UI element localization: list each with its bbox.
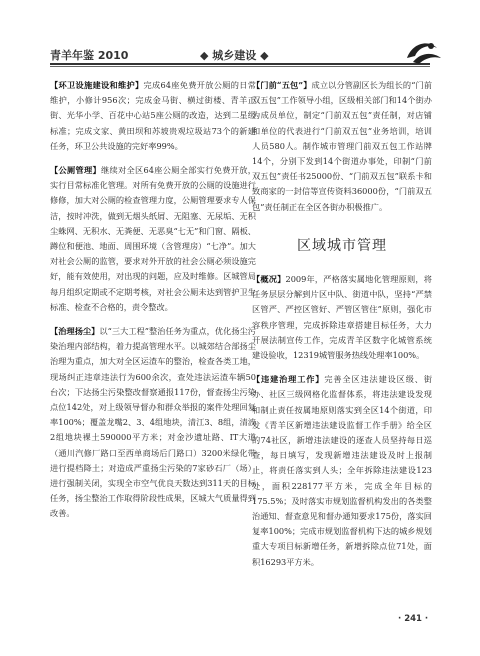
article-body: 以“三大工程”整治任务为重点，优化扬尘污染治理内部结构，着力提高管理水平。以城郊结合部扬尘治理为重点，加大对全区运渣车的整治，检查各类工地，现场纠正违章违法行为600余次，查处违法运渣车辆50台次；下达扬尘污染整改督察通报117份，督查扬尘污染点位142处，对上级领导督办和群众举报的案件处理回复率100%；覆盖龙嘴2、3、4组地块，清江3、8组，清波2组地块裸土590000平方米；对金沙遗址路、IT大道（通川汽修厂路口至西单商场后门路口）3200米绿化带进行提档降土；对造成严重扬尘污染的7家砂石厂（场）进行强制关闭，实现全市空气优良天数达到311天的目标任务，扬尘整治工作取得阶段性成果，区城大气质量得到改善。 xyxy=(50,326,256,519)
article-tag: 【违建治理工作】 xyxy=(252,374,325,385)
article-body: 完善全区违法建设区级、街办、社区三级网格化监督体系，将违法建设发现和制止责任按属地原则落实到全区14个街道，印发《青羊区新增违法建设监督工作手册》给全区的74社区，新增违法建设的逐查人员坚持每日巡查，每日填写，发现新增违法建设及时上报制止，将责任落实到人头；全年拆除违法建设123处，面积228177平方米，完成全年目标的175.5%；及时落实市规划监督机构发出的各类整治通知、督查意见和督办通知要求175份，落实回复率100%；完成市规划监督机构下达的城乡规划重大专项目标新增任务，新增拆除点位71处，面积16293平方米。 xyxy=(252,374,432,567)
running-title: 青羊年鉴 2010 xyxy=(50,49,129,62)
left-column xyxy=(50,78,256,531)
page-header xyxy=(0,0,480,75)
article-tag: 【概况】 xyxy=(252,274,286,285)
article-body: 继续对全区64座公厕全部实行免费开放，实行目常标准化管理。对所有免费开放的公厕的设施进行修修，加大对公厕的检查管理力度，公厕管理要求专人保洁，按时冲洗，做到无烟头纸屑、无阻塞、无尿垢、无积尘蛛网、无积水、无粪便、无恶臭“七无”和门窗、隔板、蹲位和便池、地面、周围环境（含管理房）“七净”。加大对社会公厕的监管，要求对外开放的社会公厕必须设施完好，能有效使用，对出现的问题，应及时维修。区城管局每月组织定期或不定期考核，对社会公厕未达到管护卫生标准、检查不合格的，责令整改。 xyxy=(50,165,256,312)
article-tag: 【环卫设施建设和维护】 xyxy=(50,80,144,90)
article-body: 完成64座免费开放公厕的日常维护，小修计956次；完成金马街、横过街楼、青羊正街、光华小学、百花中心站5座公厕的改造，达到二星级标准；完成文家、黄田坝和苏坡贵观垃圾站73个的新建任务，环卫公共设施的完好率99%。 xyxy=(50,80,256,151)
article-overview xyxy=(252,272,432,363)
article-illegal-construction xyxy=(252,372,432,570)
article-dust-control xyxy=(50,324,256,522)
article-tag: 【治理扬尘】 xyxy=(50,326,100,337)
yearbook-logo-icon xyxy=(403,36,443,68)
article-tag: 【公厕管理】 xyxy=(50,165,102,176)
header-rule xyxy=(50,63,430,65)
section-heading: ◆ 城乡建设 ◆ xyxy=(200,49,269,62)
article-body: 2009年，严格落实属地化管理原则，将任务层层分解到片区中队、街道中队，坚持“严禁区管严、严控区管好、严管区管住”原则，强化市容秩序管理，完成拆除违章搭建目标任务，大力开展法制宣传工作，完成青羊区数字化城管系统建设验收，12319城管服务热线处理率100%。 xyxy=(252,274,432,361)
page-number: · 241 · xyxy=(398,614,429,624)
article-sanitation-facilities xyxy=(50,78,256,154)
article-body: 成立以分管副区长为组长的“门前双五包”工作领导小组，区级相关部门和14个街办为成员单位，制定“门前双五包”责任制，对店铺和单位的代表进行“门前双五包”业务培训，培训人员580人。制作城市管理门前双五包工作站牌14个，分别下发到14个街道办事处，印制“门前双五包”责任书25000份、“门前双五包”联系卡和致商家的一封信等宣传资料36000份，“门前双五包”责任制正在全区各街办积极推广。 xyxy=(252,80,433,212)
article-tag: 【门前“五包”】 xyxy=(252,80,312,90)
article-public-toilets xyxy=(50,163,256,315)
section-title: 区域城市管理 xyxy=(297,237,387,254)
article-five-guarantees xyxy=(252,78,432,215)
header-rule-thin xyxy=(50,66,430,67)
right-column xyxy=(252,78,432,579)
